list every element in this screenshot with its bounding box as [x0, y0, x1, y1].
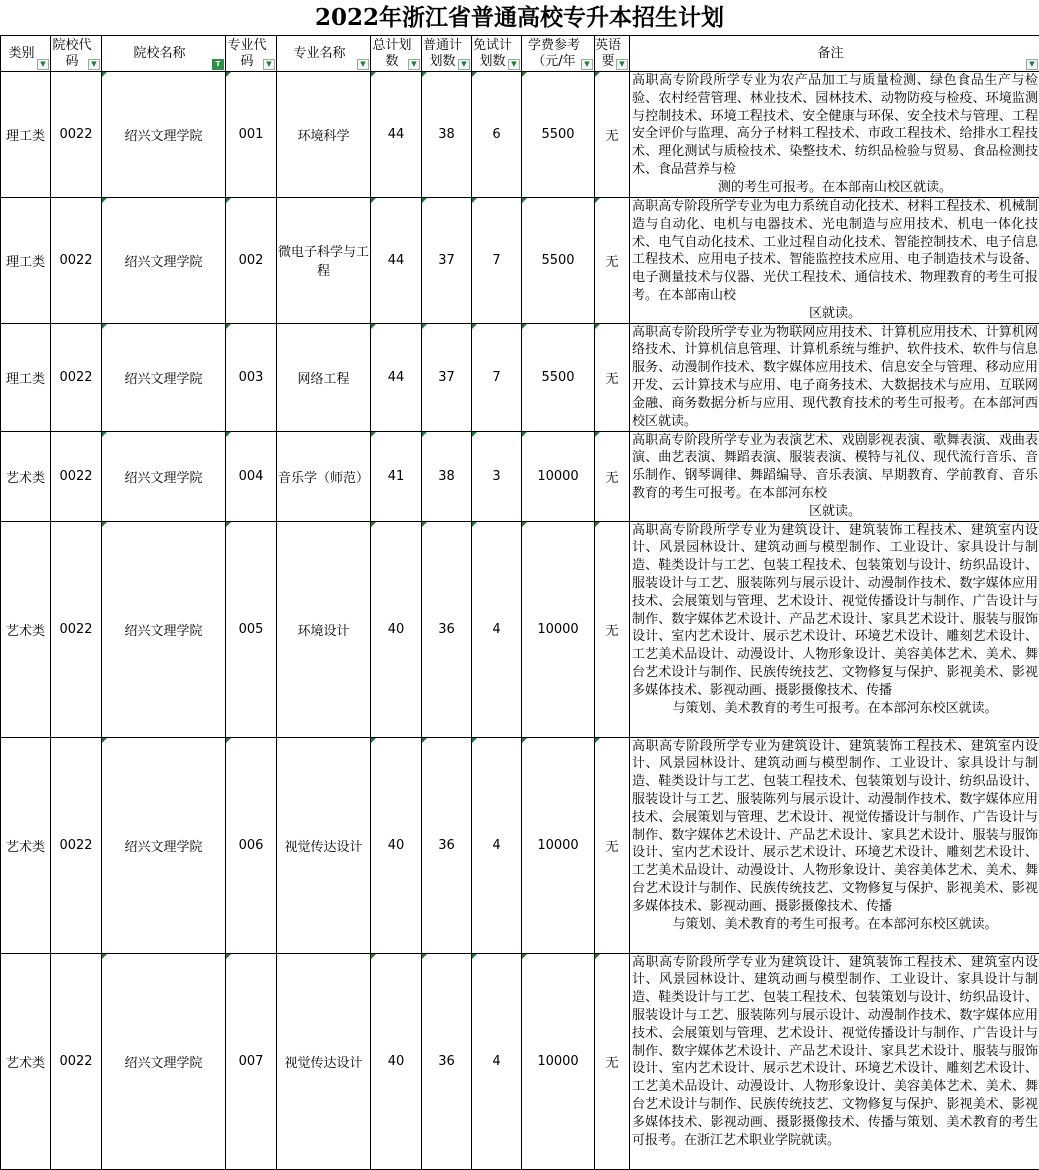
- table-row: [1, 737, 1039, 953]
- cell-text: 无: [605, 129, 618, 144]
- header-school-code: 院校代码 ▼: [51, 36, 102, 72]
- remarks-text: 高职高专阶段所学专业为建筑设计、建筑装饰工程技术、建筑室内设计、风景园林设计、建筑动画与模型制作、工业设计、家具设计与制造、鞋类设计与工艺、包装工程技术、包装策划与设计、纺织品设计、服装设计与工艺、服装陈列与展示设计、动漫制作技术、数字媒体应用技术、会展策划与管理、艺术设计、视觉传播设计与制作、广告设计与制作、数字媒体艺术设计、产品艺术设计、家具艺术设计、服装与服饰设计、室内艺术设计、展示艺术设计、环境艺术设计、雕刻艺术设计、工艺美术品设计、动漫设计、人物形象设计、美容美体艺术、美术、舞台艺术设计与制作、民族传统技艺、文物修复与保护、影视美术、影视多媒体技术、影视动画、摄影摄像技术、传播: [632, 523, 1038, 698]
- cell-regular-plan[interactable]: [422, 198, 472, 324]
- cell-remarks[interactable]: [630, 737, 1039, 953]
- text-number-indicator-icon: [102, 72, 107, 77]
- cell-text: 3: [492, 469, 500, 484]
- dropdown-arrow-icon[interactable]: ▼: [616, 59, 628, 70]
- cell-english[interactable]: [595, 737, 630, 953]
- cell-remarks[interactable]: [630, 323, 1039, 431]
- cell-text: 41: [388, 469, 405, 484]
- cell-text: 40: [388, 838, 405, 853]
- text-number-indicator-icon: [226, 198, 231, 203]
- cell-text: 无: [605, 372, 618, 387]
- cell-text: 环境科学: [297, 129, 349, 144]
- cell-text: 006: [239, 838, 264, 853]
- cell-english[interactable]: [595, 198, 630, 324]
- text-number-indicator-icon: [102, 954, 107, 959]
- cell-text: 7: [492, 370, 500, 385]
- text-number-indicator-icon: [472, 954, 477, 959]
- header-category: 类别 ▼: [1, 36, 51, 72]
- text-number-indicator-icon: [226, 954, 231, 959]
- cell-text: 微电子科学与工程: [278, 245, 369, 279]
- cell-remarks[interactable]: [630, 431, 1039, 521]
- cell-text: 44: [388, 127, 405, 142]
- header-tuition: 学费参考（元/年 ▼: [522, 36, 595, 72]
- cell-tuition[interactable]: [522, 521, 595, 737]
- cell-english[interactable]: [595, 72, 630, 198]
- cell-exempt-plan[interactable]: [472, 953, 522, 1169]
- table-row: [1, 72, 1039, 198]
- text-number-indicator-icon: [595, 72, 600, 77]
- text-number-indicator-icon: [371, 72, 376, 77]
- cell-remarks[interactable]: [630, 521, 1039, 737]
- cell-regular-plan[interactable]: [422, 431, 472, 521]
- cell-major-code[interactable]: [226, 72, 277, 198]
- cell-text: 音乐学（师范）: [278, 471, 369, 486]
- text-number-indicator-icon: [226, 72, 231, 77]
- remarks-text: 高职高专阶段所学专业为农产品加工与质量检测、绿色食品生产与检验、农村经营管理、林业技术、园林技术、动物防疫与检疫、环境监测与控制技术、环境工程技术、安全健康与环保、安全技术与管理、工程安全评价与监理、高分子材料工程技术、市政工程技术、给排水工程技术、理化测试与质检技术、染整技术、纺织品检验与贸易、食品检测技术、食品营养与检: [632, 73, 1038, 177]
- text-number-indicator-icon: [226, 324, 231, 329]
- cell-text: 002: [239, 253, 264, 268]
- text-number-indicator-icon: [371, 738, 376, 743]
- text-number-indicator-icon: [371, 522, 376, 527]
- cell-text: 36: [438, 1054, 455, 1069]
- cell-text: 38: [438, 127, 455, 142]
- cell-english[interactable]: [595, 431, 630, 521]
- cell-text: 10000: [537, 469, 578, 484]
- cell-tuition[interactable]: [522, 953, 595, 1169]
- cell-text: 0022: [59, 469, 92, 484]
- cell-major-code[interactable]: [226, 198, 277, 324]
- text-number-indicator-icon: [472, 522, 477, 527]
- dropdown-arrow-icon[interactable]: ▼: [458, 59, 470, 70]
- cell-text: 10000: [537, 838, 578, 853]
- header-english: 英语要 ▼: [595, 36, 630, 72]
- text-number-indicator-icon: [226, 432, 231, 437]
- text-number-indicator-icon: [522, 72, 527, 77]
- cell-text: 无: [605, 1056, 618, 1071]
- cell-exempt-plan[interactable]: [472, 737, 522, 953]
- cell-total-plan[interactable]: [371, 323, 422, 431]
- cell-text: 绍兴文理学院: [124, 840, 202, 855]
- text-number-indicator-icon: [422, 324, 427, 329]
- cell-text: 5500: [541, 370, 574, 385]
- cell-exempt-plan[interactable]: [472, 323, 522, 431]
- text-number-indicator-icon: [226, 522, 231, 527]
- cell-text: 艺术类: [6, 1056, 45, 1071]
- cell-text: 绍兴文理学院: [124, 471, 202, 486]
- text-number-indicator-icon: [422, 738, 427, 743]
- cell-major-code[interactable]: [226, 323, 277, 431]
- text-number-indicator-icon: [422, 432, 427, 437]
- cell-text: 38: [438, 469, 455, 484]
- cell-major-code[interactable]: [226, 953, 277, 1169]
- header-total-plan: 总计划数 ▼: [371, 36, 422, 72]
- text-number-indicator-icon: [102, 324, 107, 329]
- header-exempt-plan: 免试计划数 ▼: [472, 36, 522, 72]
- cell-text: 绍兴文理学院: [124, 624, 202, 639]
- cell-total-plan[interactable]: [371, 431, 422, 521]
- cell-text: 001: [239, 127, 264, 142]
- cell-total-plan[interactable]: [371, 953, 422, 1169]
- cell-school-code[interactable]: [51, 737, 102, 953]
- header-row: [1, 36, 1039, 72]
- text-number-indicator-icon: [595, 324, 600, 329]
- table-row: [1, 953, 1039, 1169]
- cell-total-plan[interactable]: [371, 521, 422, 737]
- cell-text: 4: [492, 622, 500, 637]
- cell-school-code[interactable]: [51, 72, 102, 198]
- cell-category[interactable]: [1, 953, 51, 1169]
- cell-text: 艺术类: [6, 840, 45, 855]
- cell-text: 10000: [537, 1054, 578, 1069]
- text-number-indicator-icon: [472, 738, 477, 743]
- cell-text: 无: [605, 255, 618, 270]
- cell-category[interactable]: [1, 521, 51, 737]
- remarks-text: 高职高专阶段所学专业为电力系统自动化技术、材料工程技术、机械制造与自动化、电机与电器技术、光电制造与应用技术、机电一体化技术、电气自动化技术、工业过程自动化技术、智能控制技术、电子信息工程技术、应用电子技术、智能监控技术应用、电子制造技术与设备、电子测量技术与仪器、光伏工程技术、通信技术、物理教育的考生可报考。在本部南山校: [632, 199, 1038, 303]
- header-regular-plan: 普通计划数 ▼: [422, 36, 472, 72]
- text-number-indicator-icon: [371, 954, 376, 959]
- filter-active-icon[interactable]: T: [212, 59, 224, 70]
- cell-text: 0022: [59, 622, 92, 637]
- table-row: [1, 431, 1039, 521]
- text-number-indicator-icon: [422, 72, 427, 77]
- text-number-indicator-icon: [595, 954, 600, 959]
- dropdown-arrow-icon[interactable]: ▼: [37, 59, 49, 70]
- cell-text: 艺术类: [6, 471, 45, 486]
- cell-school-name[interactable]: [102, 737, 226, 953]
- dropdown-arrow-icon[interactable]: ▼: [408, 59, 420, 70]
- text-number-indicator-icon: [522, 324, 527, 329]
- remarks-last-line: 测的考生可报考。在本部南山校区就读。: [632, 179, 1038, 197]
- text-number-indicator-icon: [422, 954, 427, 959]
- text-number-indicator-icon: [472, 198, 477, 203]
- cell-major-name[interactable]: [277, 431, 371, 521]
- dropdown-arrow-icon[interactable]: ▼: [88, 59, 100, 70]
- cell-text: 44: [388, 370, 405, 385]
- cell-school-name[interactable]: [102, 953, 226, 1169]
- cell-text: 6: [492, 127, 500, 142]
- enrollment-table: [0, 35, 1039, 1170]
- cell-text: 4: [492, 1054, 500, 1069]
- cell-school-code[interactable]: [51, 953, 102, 1169]
- cell-category[interactable]: [1, 72, 51, 198]
- cell-major-code[interactable]: [226, 431, 277, 521]
- remarks-text: 高职高专阶段所学专业为表演艺术、戏剧影视表演、歌舞表演、戏曲表演、曲艺表演、舞蹈表演、服装表演、模特与礼仪、现代流行音乐、音乐制作、钢琴调律、舞蹈编导、音乐表演、早期教育、学前教育、音乐教育的考生可报考。在本部河东校: [632, 433, 1038, 501]
- header-remarks: 备注 ▼: [630, 36, 1039, 72]
- text-number-indicator-icon: [522, 432, 527, 437]
- cell-regular-plan[interactable]: [422, 737, 472, 953]
- cell-text: 007: [239, 1054, 264, 1069]
- remarks-text: 高职高专阶段所学专业为物联网应用技术、计算机应用技术、计算机网络技术、计算机信息管理、计算机系统与维护、软件技术、软件与信息服务、动漫制作技术、数字媒体应用技术、信息安全与管理、移动应用开发、云计算技术与应用、电子商务技术、大数据技术与应用、互联网金融、商务数据分析与应用、现代教育技术的考生可报考。在本部河西校区就读。: [632, 325, 1038, 429]
- cell-text: 无: [605, 840, 618, 855]
- cell-exempt-plan[interactable]: [472, 72, 522, 198]
- cell-text: 环境设计: [297, 624, 349, 639]
- cell-english[interactable]: [595, 521, 630, 737]
- cell-text: 0022: [59, 838, 92, 853]
- cell-text: 005: [239, 622, 264, 637]
- text-number-indicator-icon: [422, 198, 427, 203]
- text-number-indicator-icon: [522, 198, 527, 203]
- cell-text: 7: [492, 253, 500, 268]
- text-number-indicator-icon: [472, 432, 477, 437]
- cell-text: 绍兴文理学院: [124, 255, 202, 270]
- text-number-indicator-icon: [522, 738, 527, 743]
- cell-tuition[interactable]: [522, 431, 595, 521]
- remarks-text: 高职高专阶段所学专业为建筑设计、建筑装饰工程技术、建筑室内设计、风景园林设计、建筑动画与模型制作、工业设计、家具设计与制造、鞋类设计与工艺、包装工程技术、包装策划与设计、纺织品设计、服装设计与工艺、服装陈列与展示设计、动漫制作技术、数字媒体应用技术、会展策划与管理、艺术设计、视觉传播设计与制作、广告设计与制作、数字媒体艺术设计、产品艺术设计、家具艺术设计、服装与服饰设计、室内艺术设计、展示艺术设计、环境艺术设计、雕刻艺术设计、工艺美术品设计、动漫设计、人物形象设计、美容美体艺术、美术、舞台艺术设计与制作、民族传统技艺、文物修复与保护、影视美术、影视多媒体技术、影视动画、摄影摄像技术、传播与策划、美术教育的考生可报考。在浙江艺术职业学院就读。: [632, 955, 1038, 1148]
- remarks-last-line: 区就读。: [632, 503, 1038, 521]
- text-number-indicator-icon: [595, 198, 600, 203]
- text-number-indicator-icon: [102, 198, 107, 203]
- sheet-title: 2022年浙江省普通高校专升本招生计划: [0, 0, 1039, 36]
- dropdown-arrow-icon[interactable]: ▼: [357, 59, 369, 70]
- cell-text: 绍兴文理学院: [124, 1056, 202, 1071]
- remarks-text: 高职高专阶段所学专业为建筑设计、建筑装饰工程技术、建筑室内设计、风景园林设计、建筑动画与模型制作、工业设计、家具设计与制造、鞋类设计与工艺、包装工程技术、包装策划与设计、纺织品设计、服装设计与工艺、服装陈列与展示设计、动漫制作技术、数字媒体应用技术、会展策划与管理、艺术设计、视觉传播设计与制作、广告设计与制作、数字媒体艺术设计、产品艺术设计、家具艺术设计、服装与服饰设计、室内艺术设计、展示艺术设计、环境艺术设计、雕刻艺术设计、工艺美术品设计、动漫设计、人物形象设计、美容美体艺术、美术、舞台艺术设计与制作、民族传统技艺、文物修复与保护、影视美术、影视多媒体技术、影视动画、摄影摄像技术、传播: [632, 739, 1038, 914]
- text-number-indicator-icon: [371, 198, 376, 203]
- cell-exempt-plan[interactable]: [472, 521, 522, 737]
- cell-remarks[interactable]: [630, 953, 1039, 1169]
- text-number-indicator-icon: [102, 432, 107, 437]
- cell-text: 10000: [537, 622, 578, 637]
- cell-school-code[interactable]: [51, 198, 102, 324]
- text-number-indicator-icon: [371, 432, 376, 437]
- cell-school-name[interactable]: [102, 323, 226, 431]
- dropdown-arrow-icon[interactable]: ▼: [581, 59, 593, 70]
- cell-total-plan[interactable]: [371, 72, 422, 198]
- cell-text: 5500: [541, 127, 574, 142]
- cell-total-plan[interactable]: [371, 737, 422, 953]
- cell-text: 5500: [541, 253, 574, 268]
- cell-major-code[interactable]: [226, 521, 277, 737]
- dropdown-arrow-icon[interactable]: ▼: [508, 59, 520, 70]
- cell-category[interactable]: [1, 323, 51, 431]
- header-school-name: 院校名称 T: [102, 36, 226, 72]
- cell-tuition[interactable]: [522, 737, 595, 953]
- text-number-indicator-icon: [522, 954, 527, 959]
- cell-tuition[interactable]: [522, 198, 595, 324]
- cell-major-name[interactable]: [277, 737, 371, 953]
- cell-category[interactable]: [1, 198, 51, 324]
- dropdown-arrow-icon[interactable]: ▼: [263, 59, 275, 70]
- cell-text: 网络工程: [297, 372, 349, 387]
- cell-school-code[interactable]: [51, 431, 102, 521]
- cell-text: 36: [438, 622, 455, 637]
- cell-text: 004: [239, 469, 264, 484]
- cell-regular-plan[interactable]: [422, 72, 472, 198]
- cell-regular-plan[interactable]: [422, 953, 472, 1169]
- cell-english[interactable]: [595, 323, 630, 431]
- cell-text: 无: [605, 624, 618, 639]
- cell-total-plan[interactable]: [371, 198, 422, 324]
- cell-text: 4: [492, 838, 500, 853]
- header-major-name: 专业名称 ▼: [277, 36, 371, 72]
- cell-text: 0022: [59, 1054, 92, 1069]
- cell-exempt-plan[interactable]: [472, 198, 522, 324]
- text-number-indicator-icon: [472, 324, 477, 329]
- remarks-last-line: 与策划、美术教育的考生可报考。在本部河东校区就读。: [632, 700, 1038, 718]
- cell-school-name[interactable]: [102, 431, 226, 521]
- cell-text: 理工类: [6, 129, 45, 144]
- cell-text: 艺术类: [6, 624, 45, 639]
- cell-text: 37: [438, 370, 455, 385]
- text-number-indicator-icon: [102, 738, 107, 743]
- text-number-indicator-icon: [522, 522, 527, 527]
- text-number-indicator-icon: [102, 522, 107, 527]
- cell-tuition[interactable]: [522, 72, 595, 198]
- text-number-indicator-icon: [472, 72, 477, 77]
- cell-remarks[interactable]: [630, 198, 1039, 324]
- cell-school-name[interactable]: [102, 521, 226, 737]
- text-number-indicator-icon: [422, 522, 427, 527]
- cell-text: 视觉传达设计: [284, 1056, 362, 1071]
- header-major-code: 专业代码 ▼: [226, 36, 277, 72]
- remarks-last-line: 区就读。: [632, 305, 1038, 323]
- table-row: [1, 521, 1039, 737]
- cell-text: 37: [438, 253, 455, 268]
- cell-major-name[interactable]: [277, 72, 371, 198]
- text-number-indicator-icon: [595, 522, 600, 527]
- cell-school-name[interactable]: [102, 198, 226, 324]
- cell-text: 理工类: [6, 372, 45, 387]
- cell-remarks[interactable]: [630, 72, 1039, 198]
- cell-text: 无: [605, 471, 618, 486]
- text-number-indicator-icon: [595, 432, 600, 437]
- cell-text: 0022: [59, 253, 92, 268]
- cell-exempt-plan[interactable]: [472, 431, 522, 521]
- cell-major-code[interactable]: [226, 737, 277, 953]
- cell-major-name[interactable]: [277, 953, 371, 1169]
- text-number-indicator-icon: [595, 738, 600, 743]
- dropdown-arrow-icon[interactable]: ▼: [1026, 59, 1038, 70]
- cell-text: 视觉传达设计: [284, 840, 362, 855]
- cell-major-name[interactable]: [277, 198, 371, 324]
- cell-school-code[interactable]: [51, 521, 102, 737]
- cell-text: 40: [388, 1054, 405, 1069]
- cell-text: 0022: [59, 127, 92, 142]
- cell-english[interactable]: [595, 953, 630, 1169]
- cell-text: 0022: [59, 370, 92, 385]
- table-row: [1, 198, 1039, 324]
- cell-text: 绍兴文理学院: [124, 129, 202, 144]
- remarks-last-line: 与策划、美术教育的考生可报考。在本部河东校区就读。: [632, 916, 1038, 934]
- cell-text: 44: [388, 253, 405, 268]
- cell-school-name[interactable]: [102, 72, 226, 198]
- cell-major-name[interactable]: [277, 323, 371, 431]
- text-number-indicator-icon: [226, 738, 231, 743]
- text-number-indicator-icon: [371, 324, 376, 329]
- cell-text: 003: [239, 370, 264, 385]
- cell-category[interactable]: [1, 737, 51, 953]
- cell-category[interactable]: [1, 431, 51, 521]
- cell-regular-plan[interactable]: [422, 323, 472, 431]
- cell-school-code[interactable]: [51, 323, 102, 431]
- cell-regular-plan[interactable]: [422, 521, 472, 737]
- cell-text: 理工类: [6, 255, 45, 270]
- cell-text: 绍兴文理学院: [124, 372, 202, 387]
- cell-major-name[interactable]: [277, 521, 371, 737]
- table-row: [1, 323, 1039, 431]
- cell-tuition[interactable]: [522, 323, 595, 431]
- cell-text: 36: [438, 838, 455, 853]
- cell-text: 40: [388, 622, 405, 637]
